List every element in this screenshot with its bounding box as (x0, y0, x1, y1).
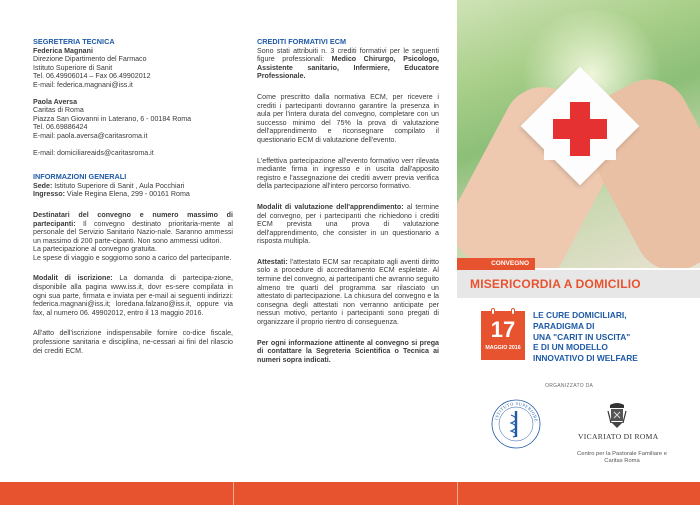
fold-divider (233, 482, 234, 505)
subtitle-line: UNA "CARIT IN USCITA" (533, 331, 631, 342)
house-icon (532, 68, 628, 160)
hands-house-photo (457, 0, 700, 268)
event-day: 17 (490, 317, 516, 342)
segreteria-email[interactable]: E-mail: federica.magnani@iss.it (33, 80, 133, 89)
partecipazione-paragraph: L'effettiva partecipazione all'evento formativo verr rilevata mediante firma in ingresso e in uscita dall'apposito registro e l'assegnazione dei crediti avverr previa verifica della partecipazione all'intero percorso formativo. (257, 156, 439, 191)
subtitle-line: LE CURE DOMICILIARI, (533, 310, 627, 320)
vicariato-crest-logo (602, 401, 632, 431)
valutazione-paragraph: Modalit di valutazione dell'apprendimento: al termine del convegno, per i partecipanti che richiedono i crediti ECM prevista una prova di valutazione dell'apprendimento, che consister in un questionario a risposta multipla. (257, 202, 439, 246)
destinatari-line: Le spese di viaggio e soggiorno sono a carico del partecipante. (33, 253, 232, 262)
centro-label: Centro per la Pastorale Familiare e Caritas Roma (577, 451, 667, 464)
destinatari-line: La partecipazione al convegno gratuita. (33, 245, 157, 254)
ecm-column (257, 38, 439, 364)
paola-email[interactable]: E-mail: paola.aversa@caritasroma.it (33, 131, 148, 140)
segreteria-title: SEGRETERIA TECNICA (33, 37, 115, 46)
paola-line: Caritas di Roma (33, 106, 84, 115)
bottom-accent-bar (0, 482, 700, 505)
iss-seal-logo (489, 397, 543, 451)
contact-note: Per ogni informazione attinente al convegno si prega di contattare la Segreteria Scientifica o Tecnica ai numeri sopra indicati. (257, 338, 439, 364)
date-badge (481, 311, 525, 360)
info-title: INFORMAZIONI GENERALI (33, 172, 127, 182)
subtitle-line: INNOVATIVO DI WELFARE (533, 353, 638, 364)
segreteria-line: Direzione Dipartimento del Farmaco (33, 55, 147, 64)
contact-column (33, 38, 233, 355)
vicariato-label: VICARIATO DI ROMA (578, 432, 659, 441)
paola-line: Piazza San Giovanni in Laterano, 6 - 00184 Roma (33, 114, 192, 123)
calendar-ring-icon (491, 308, 495, 315)
destinatari-paragraph: Destinatari del convegno e numero massimo di partecipanti: Il convegno destinato prioritaria-mente al personale del Servizio Sanitario Nazio-nale. Saranno ammessi un massimo di 200 parte-cipanti. Non sono ammessi uditori. (33, 210, 233, 245)
domiciliare-email[interactable]: E-mail: domiciliareaids@caritasroma.it (33, 148, 154, 157)
crediti-title: CREDITI FORMATIVI ECM (257, 37, 347, 46)
subtitle-line: E DI UN MODELLO (533, 342, 608, 353)
event-subtitle (533, 310, 693, 364)
segreteria-name: Federica Magnani (33, 46, 93, 55)
iscrizione-paragraph: Modalit di iscrizione: La domanda di partecipa-zione, disponibile alla pagina www.iss.it, dovr es-sere compilata in ogni sua parte, firmata e inviata per e-mail ai seguenti indirizzi: federica.magnani@iss.it; loredana.falzano@iss.it, oppure via fax, al numero 06. 49902012, entro il 13 maggio 2016. (33, 274, 233, 317)
convegno-label: CONVEGNO (457, 258, 535, 270)
event-title: MISERICORDIA A DOMICILIO (470, 277, 641, 291)
svg-text:ISTITUTO SUPERIORE DI SANITÀ: ISTITUTO SUPERIORE (493, 400, 539, 423)
normativa-paragraph: Come prescritto dalla normativa ECM, per ricevere i crediti i partecipanti dovranno garantire la presenza in aula per l'intera durata del convegno, completare con un successo minimo del 75% la prova di valutazione dell'apprendimento e riconsegnare compilato il questionario ECM di valutazione dell'evento. (257, 92, 439, 144)
crediti-paragraph: Sono stati attribuiti n. 3 crediti formativi per le seguenti figure professionali: Medico Chirurgo, Psicologo, Assistente sanitario, Infermiere, Educatore Professionale. (257, 46, 439, 81)
subtitle-line: PARADIGMA DI (533, 320, 595, 331)
event-month: MAGGIO 2016 (485, 345, 521, 351)
ingresso-line: Ingresso: Viale Regina Elena, 299 - 00161 Roma (33, 190, 190, 199)
fold-divider (457, 482, 458, 505)
segreteria-line: Istituto Superiore di Sanit (33, 63, 113, 72)
attestati-paragraph: Attestati: l'attestato ECM sar recapitato agli aventi diritto solo a procedure di accreditamento ECM espletate. Al termine del convegno, ai partecipanti che avranno seguito almeno tre quarti del programma sar rilasciato un attestato di partecipazione. La chiusura del convegno e la consegna degli attestati non verranno anticipate per nessun motivo, pertanto i partecipanti sono pregati di organizzare il proprio rientro di conseguenza. (257, 257, 439, 327)
paola-line: Tel. 06.69886424 (33, 123, 88, 132)
organized-by-label: ORGANIZZATO DA (545, 383, 594, 389)
atto-paragraph: All'atto dell'iscrizione indispensabile fornire co-dice fiscale, professione sanitaria e disciplina, ne-cessari ai fini del rilascio dei crediti ECM. (33, 329, 233, 355)
paola-name: Paola Aversa (33, 97, 78, 106)
calendar-ring-icon (511, 308, 515, 315)
sede-line: Sede: Istituto Superiore di Sanit , Aula Pocchiari (33, 181, 185, 190)
segreteria-line: Tel. 06.49906014 – Fax 06.49902012 (33, 72, 151, 81)
